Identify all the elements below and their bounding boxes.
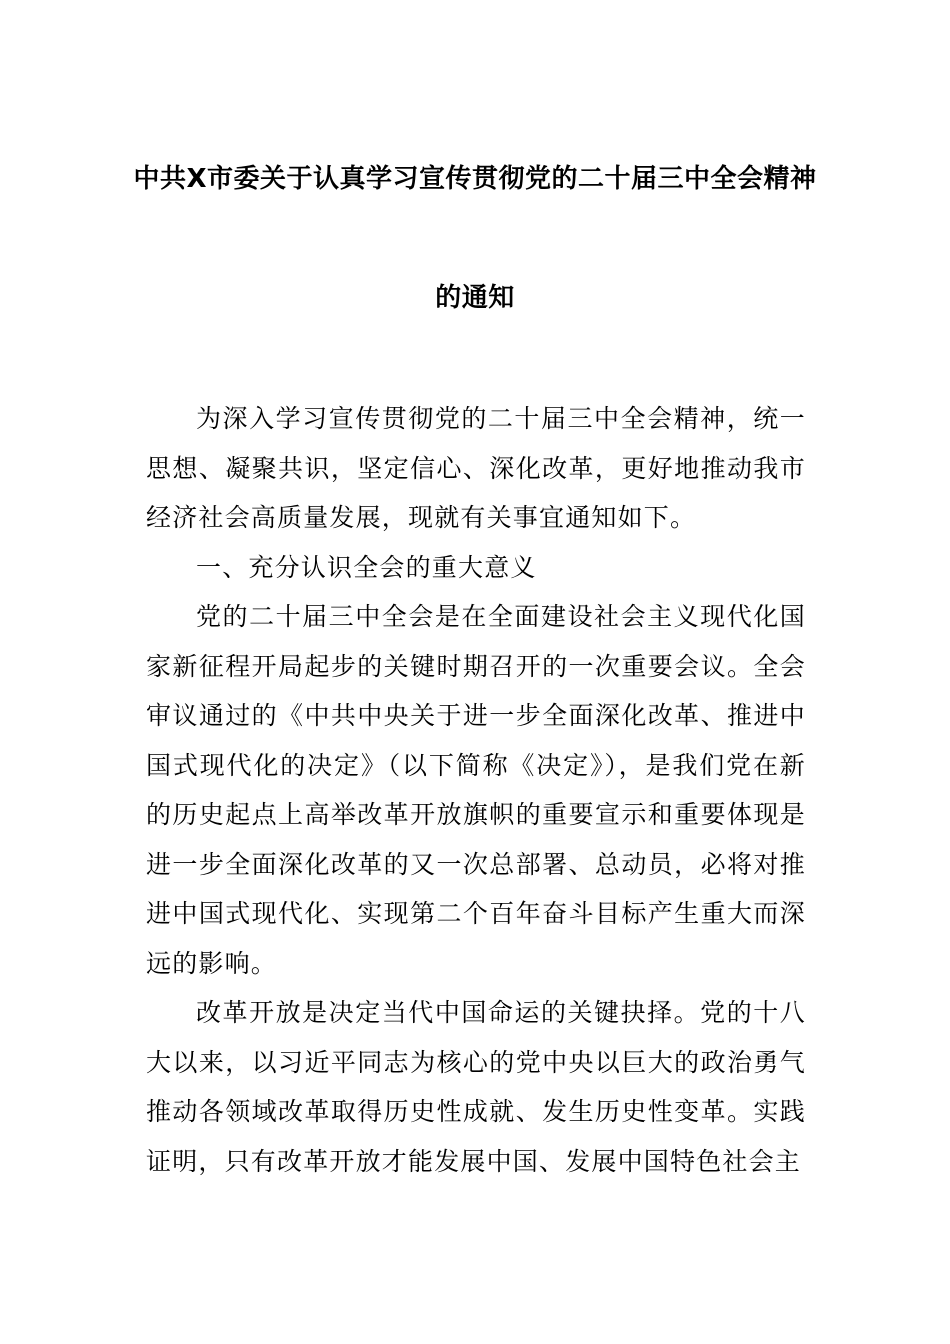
intro-paragraph: 为深入学习宣传贯彻党的二十届三中全会精神，统一思想、凝聚共识，坚定信心、深化改革，更好地推动我市经济社会高质量发展，现就有关事宜通知如下。 <box>146 404 806 532</box>
section-heading-1: 一、充分认识全会的重大意义 <box>196 552 537 582</box>
document-title-line-1: 中共X市委关于认真学习宣传贯彻党的二十届三中全会精神 <box>133 164 817 194</box>
body-paragraph-1: 党的二十届三中全会是在全面建设社会主义现代化国家新征程开局起步的关键时期召开的一次重要会议。全会审议通过的《中共中央关于进一步全面深化改革、推进中国式现代化的决定》（以下简称《决定》），是我们党在新的历史起点上高举改革开放旗帜的重要宣示和重要体现是进一步全面深化改革的又一次总部署、总动员，必将对推进中国式现代化、实现第二个百年奋斗目标产生重大而深远的影响。 <box>146 602 806 978</box>
document-body <box>146 394 806 1186</box>
body-paragraph-2: 改革开放是决定当代中国命运的关键抉择。党的十八大以来，以习近平同志为核心的党中央以巨大的政治勇气推动各领域改革取得历史性成就、发生历史性变革。实践证明，只有改革开放才能发展中国、发展中国特色社会主 <box>146 998 806 1176</box>
document-title-line-2: 的通知 <box>435 283 515 313</box>
